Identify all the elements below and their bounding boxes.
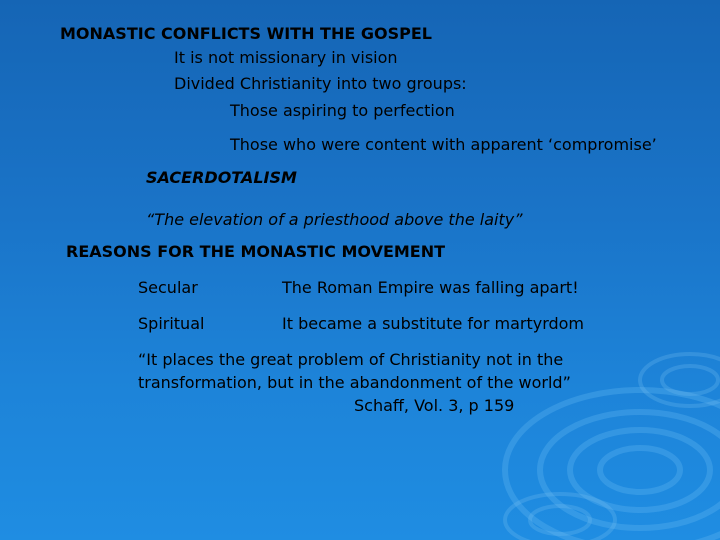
- section-heading-conflicts: MONASTIC CONFLICTS WITH THE GOSPEL: [60, 24, 432, 43]
- quote-line-1: “It places the great problem of Christianity not in the: [138, 350, 564, 369]
- reason-label-spiritual: Spiritual: [138, 314, 205, 333]
- sacerdotalism-heading: SACERDOTALISM: [146, 168, 297, 187]
- group-item-2: Those who were content with apparent ‘compromise’: [230, 135, 657, 154]
- quote-line-2: transformation, but in the abandonment of the world”: [138, 373, 571, 392]
- reason-label-secular: Secular: [138, 278, 198, 297]
- conflict-point-1: It is not missionary in vision: [174, 48, 398, 67]
- group-item-1: Those aspiring to perfection: [230, 101, 455, 120]
- section-heading-reasons: REASONS FOR THE MONASTIC MOVEMENT: [66, 242, 446, 261]
- conflict-point-2: Divided Christianity into two groups:: [174, 74, 467, 93]
- reason-text-spiritual: It became a substitute for martyrdom: [282, 314, 585, 333]
- reason-text-secular: The Roman Empire was falling apart!: [282, 278, 579, 297]
- sacerdotalism-definition: “The elevation of a priesthood above the laity”: [146, 210, 523, 229]
- quote-citation: Schaff, Vol. 3, p 159: [354, 396, 515, 415]
